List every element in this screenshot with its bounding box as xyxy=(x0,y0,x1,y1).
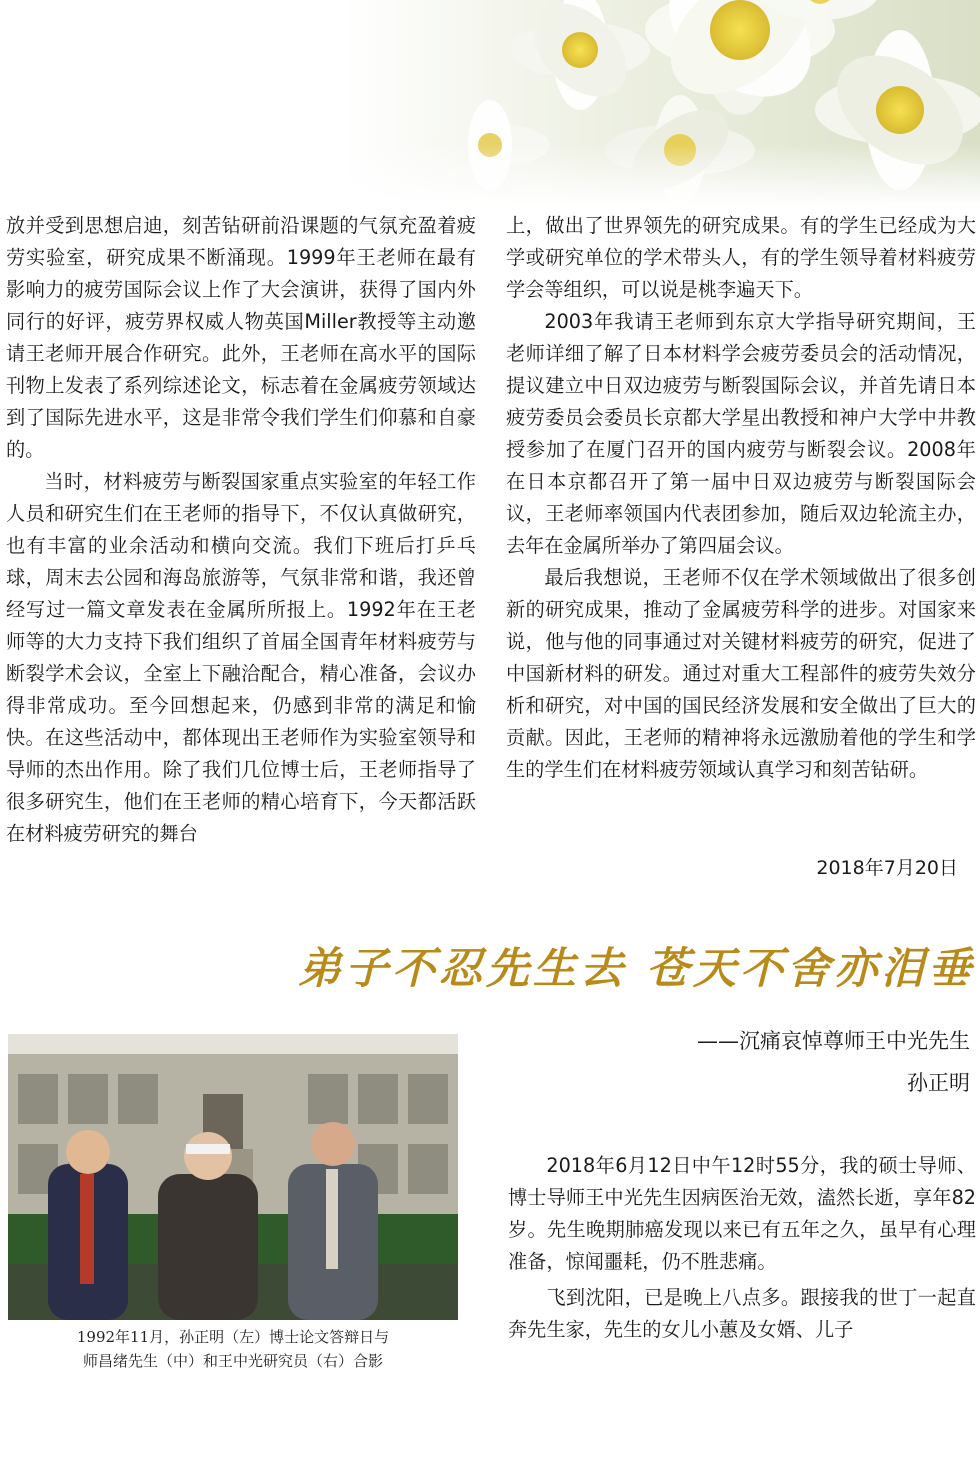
article-body xyxy=(508,1150,976,1350)
three-men-photo xyxy=(8,1034,458,1320)
continued-text-left-column xyxy=(6,210,476,850)
group-photo xyxy=(8,1034,458,1320)
paragraph: 2018年6月12日中午12时55分，我的硕士导师、博士导师王中光先生因病医治无效，溘然长逝，享年82岁。先生晚期肺癌发现以来已有五年之久，虽早有心理准备，惊闻噩耗，仍不胜悲痛。 xyxy=(508,1154,976,1273)
paragraph: 当时，材料疲劳与断裂国家重点实验室的年轻工作人员和研究生们在王老师的指导下，不仅认真做研究，也有丰富的业余活动和横向交流。我们下班后打乒乓球，周末去公园和海岛旅游等，气氛非常和谐，我还曾经写过一篇文章发表在金属所所报上。1992年在王老师等的大力支持下我们组织了首届全国青年材料疲劳与断裂学术会议，全室上下融洽配合，精心准备，会议办得非常成功。至今回想起来，仍感到非常的满足和愉快。在这些活动中，都体现出王老师作为实验室领导和导师的杰出作用。除了我们几位博士后，王老师指导了很多研究生，他们在王老师的精心培育下，今天都活跃在材料疲劳研究的舞台 xyxy=(6,470,476,845)
flower-banner xyxy=(0,0,980,205)
paragraph: 2003年我请王老师到东京大学指导研究期间，王老师详细了解了日本材料学会疲劳委员会的活动情况，提议建立中日双边疲劳与断裂国际会议，并首先请日本疲劳委员会委员长京都大学星出教授和神户大学中井教授参加了在厦门召开的国内疲劳与断裂会议。2008年在日本京都召开了第一届中日双边疲劳与断裂国际会议，王老师率领国内代表团参加，随后双边轮流主办，去年在金属所举办了第四届会议。 xyxy=(506,310,976,557)
continued-text-right-column xyxy=(506,210,976,786)
article-author: 孙正明 xyxy=(907,1071,970,1095)
photo-caption-line: 1992年11月，孙正明（左）博士论文答辩日与 xyxy=(76,1328,390,1346)
paragraph: 放并受到思想启迪，刻苦钻研前沿课题的气氛充盈着疲劳实验室，研究成果不断涌现。1999年王老师在最有影响力的疲劳国际会议上作了大会演讲，获得了国内外同行的好评，疲劳界权威人物英国Miller教授等主动邀请王老师开展合作研究。此外，王老师在高水平的国际刊物上发表了系列综述论文，标志着在金属疲劳领域达到了国际先进水平，这是非常令我们学生们仰慕和自豪的。 xyxy=(6,214,476,461)
paragraph: 飞到沈阳，已是晚上八点多。跟接我的世丁一起直奔先生家，先生的女儿小蕙及女婿、儿子 xyxy=(508,1286,976,1341)
article-date: 2018年7月20日 xyxy=(816,857,958,879)
paragraph: 最后我想说，王老师不仅在学术领域做出了很多创新的研究成果，推动了金属疲劳科学的进步。对国家来说，他与他的同事通过对关键材料疲劳的研究，促进了中国新材料的研发。通过对重大工程部件的疲劳失效分析和研究，对中国的国民经济发展和安全做出了巨大的贡献。因此，王老师的精神将永远激励着他的学生和学生的学生们在材料疲劳领域认真学习和刻苦钻研。 xyxy=(506,566,976,781)
daisy-flowers-image xyxy=(0,0,980,205)
article-title: 弟子不忍先生去 苍天不舍亦泪垂 xyxy=(298,944,975,994)
paragraph: 上，做出了世界领先的研究成果。有的学生已经成为大学或研究单位的学术带头人，有的学生领导着材料疲劳学会等组织，可以说是桃李遍天下。 xyxy=(506,214,976,301)
article-subtitle: ——沉痛哀悼尊师王中光先生 xyxy=(697,1029,970,1053)
photo-caption-line: 师昌绪先生（中）和王中光研究员（右）合影 xyxy=(82,1352,383,1370)
photo-caption xyxy=(8,1325,458,1373)
